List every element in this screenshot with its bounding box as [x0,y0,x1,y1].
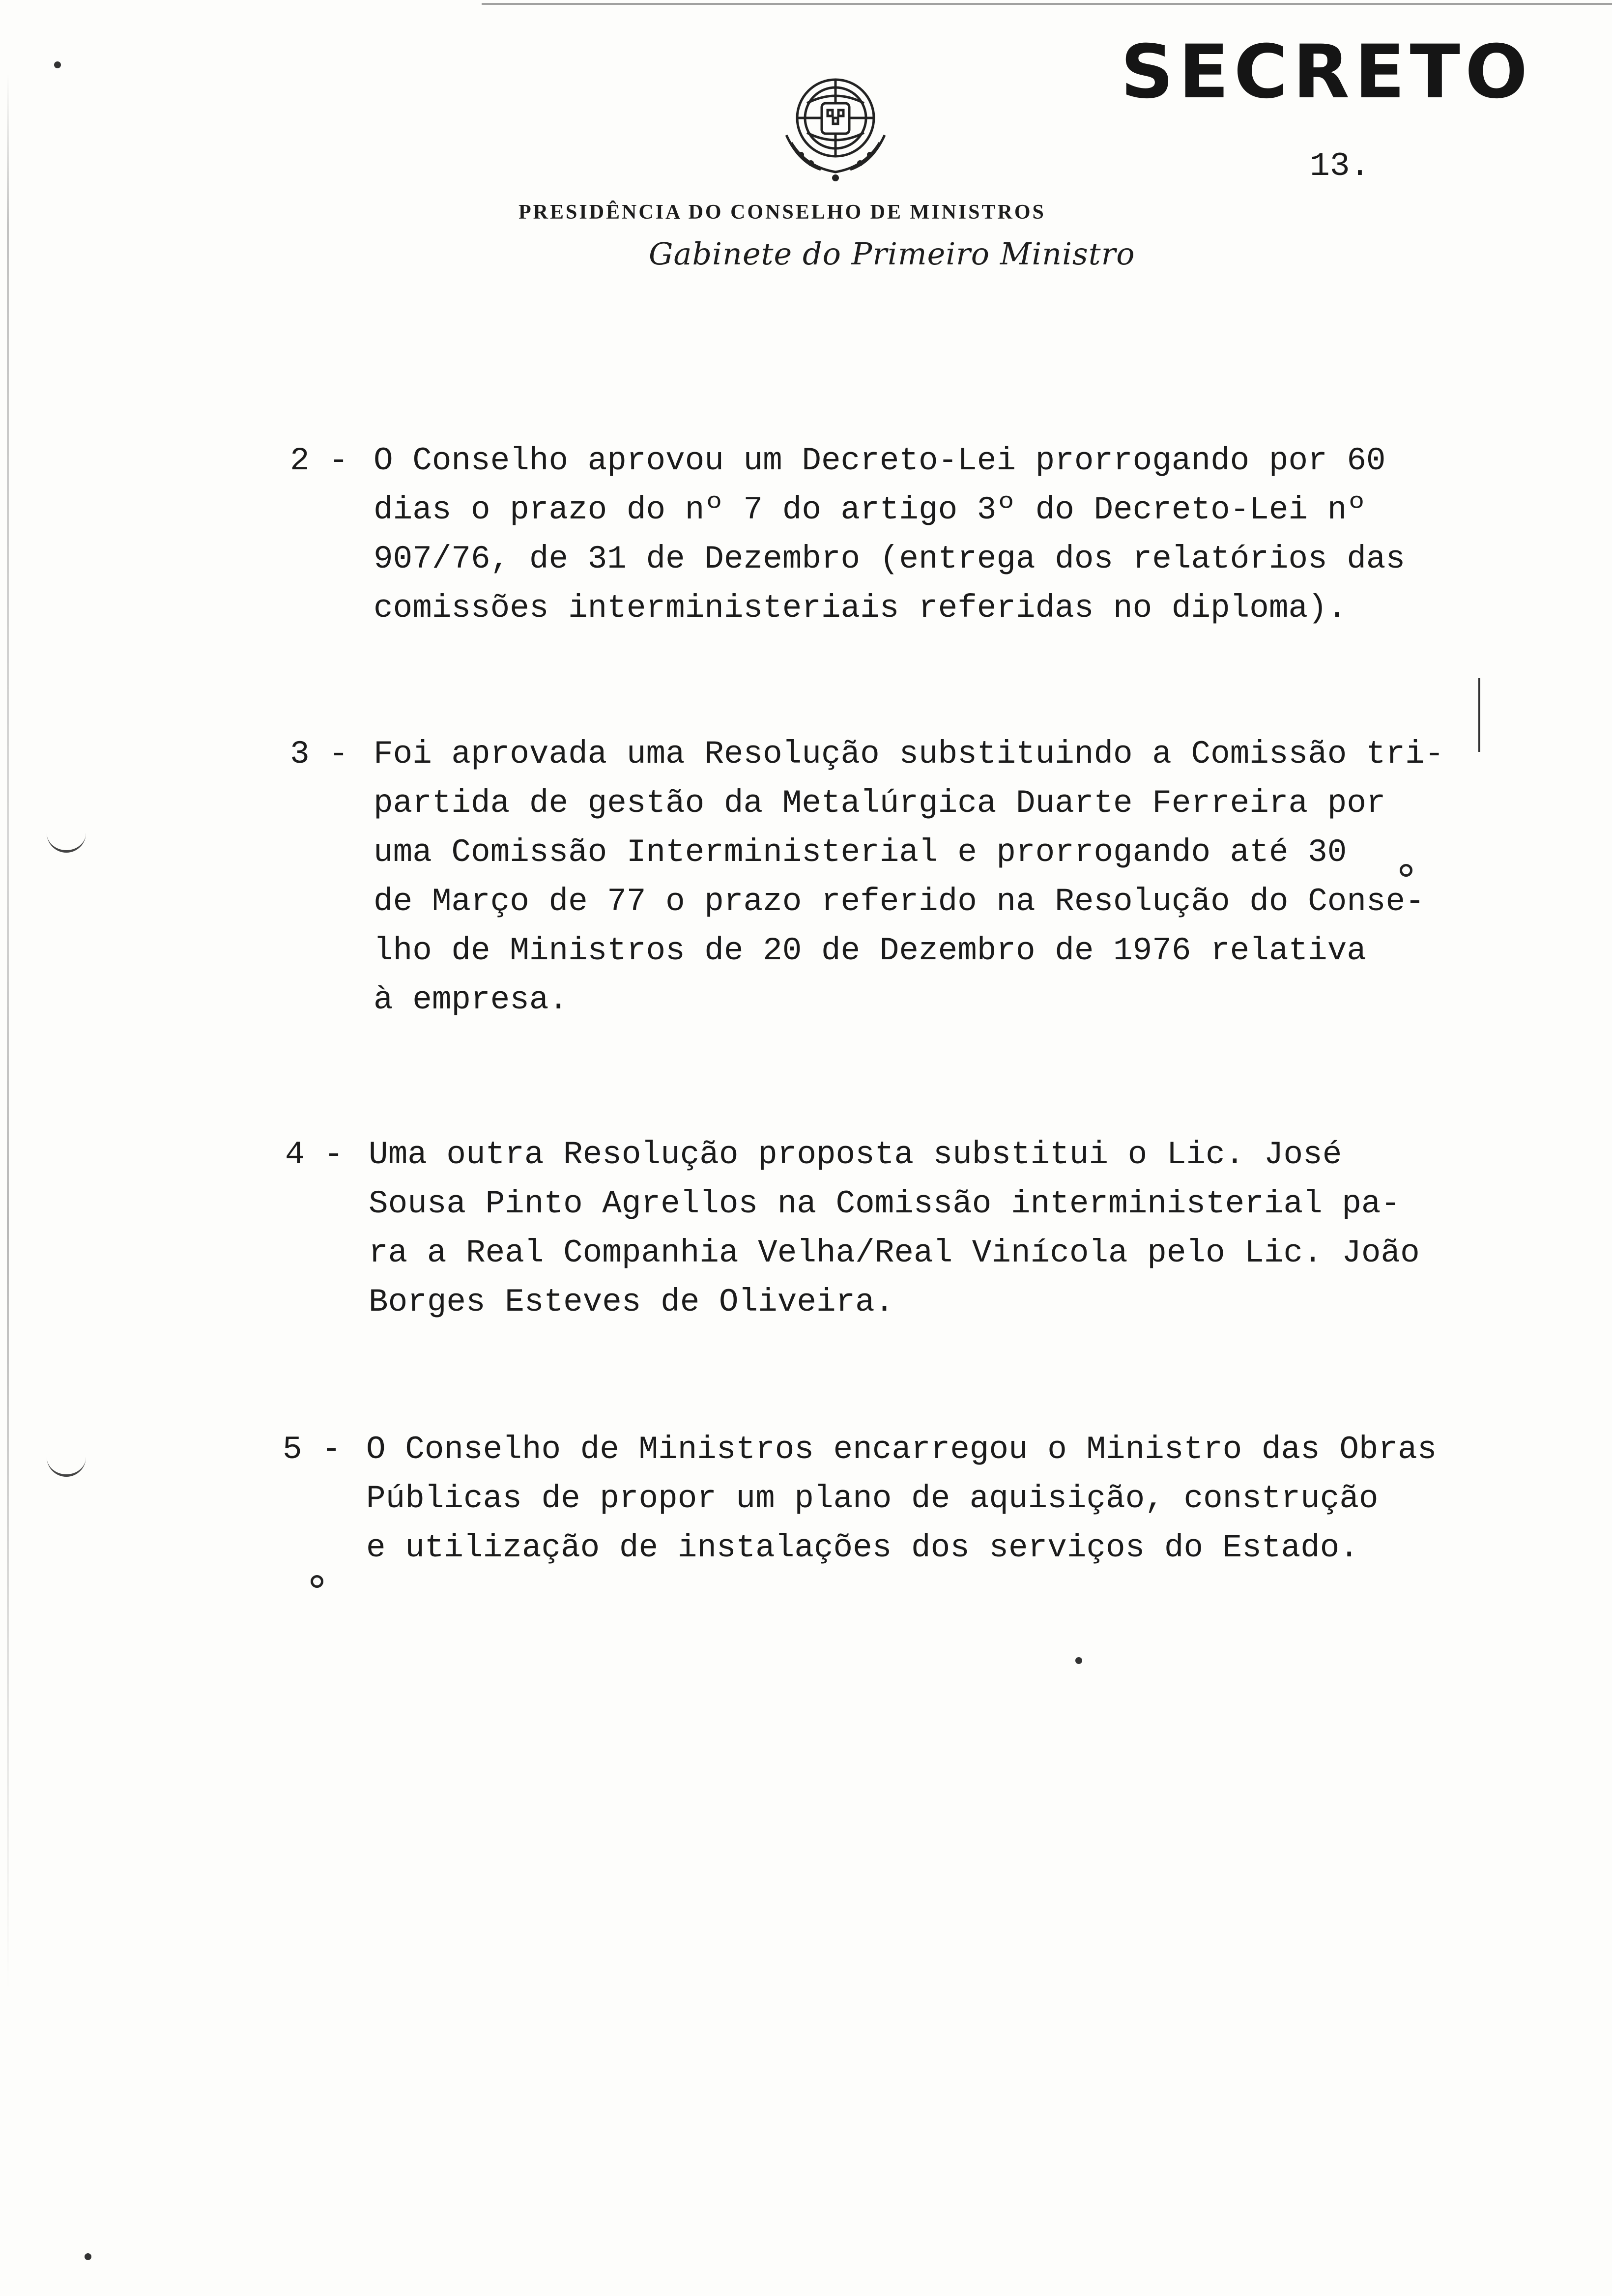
scan-left-edge [7,74,9,1990]
item-line: partida de gestão da Metalúrgica Duarte Ferreira por [374,785,1386,822]
margin-curve-mark [47,831,86,853]
item-number: 2 - [290,442,348,479]
item-text [374,730,1455,1025]
item-line: comissões interministeriais referidas no diploma). [374,590,1347,627]
scan-speck [1075,1657,1082,1664]
item-line: O Conselho de Ministros encarregou o Ministro das Obras [366,1431,1437,1468]
item-line: Sousa Pinto Agrellos na Comissão interministerial pa- [369,1185,1401,1222]
item-line: Públicas de propor um plano de aquisição, construção [366,1480,1379,1517]
item-number: 4 - [285,1136,344,1173]
item-line: lho de Ministros de 20 de Dezembro de 1976 relativa [374,932,1366,969]
item-text [374,436,1455,633]
item-line: Borges Esteves de Oliveira. [369,1284,894,1320]
item-line: de Março de 77 o prazo referido na Resolução do Conse- [374,883,1425,920]
item-line: O Conselho aprovou um Decreto-Lei prorrogando por 60 [374,442,1386,479]
item-line: Uma outra Resolução proposta substitui o Lic. José [369,1136,1342,1173]
scan-ring-mark [311,1575,323,1588]
scan-top-rule [482,3,1612,5]
page-number: 13. [1310,147,1370,185]
item-line: dias o prazo do nº 7 do artigo 3º do Decreto-Lei nº [374,491,1366,528]
item-text [366,1425,1447,1573]
item-text [369,1130,1450,1327]
item-line: à empresa. [374,981,569,1018]
margin-mark [1478,678,1480,752]
item-line: e utilização de instalações dos serviços do Estado. [366,1529,1359,1566]
office-subtitle: Gabinete do Primeiro Ministro [649,236,1135,272]
item-line: 907/76, de 31 de Dezembro (entrega dos relatórios das [374,541,1406,577]
scan-speck [85,2253,91,2260]
margin-curve-mark [47,1455,86,1477]
item-number: 3 - [290,736,348,773]
item-line: ra a Real Companhia Velha/Real Vinícola pelo Lic. João [369,1234,1420,1271]
item-line: uma Comissão Interministerial e prorrogando até 30 [374,834,1347,871]
classification-stamp: SECRETO [1121,29,1533,115]
coat-of-arms-icon [772,69,899,187]
office-title: PRESIDÊNCIA DO CONSELHO DE MINISTROS [518,201,1046,224]
item-number: 5 - [283,1431,341,1468]
item-line: Foi aprovada uma Resolução substituindo a Comissão tri- [374,736,1444,773]
scan-speck [54,61,61,68]
